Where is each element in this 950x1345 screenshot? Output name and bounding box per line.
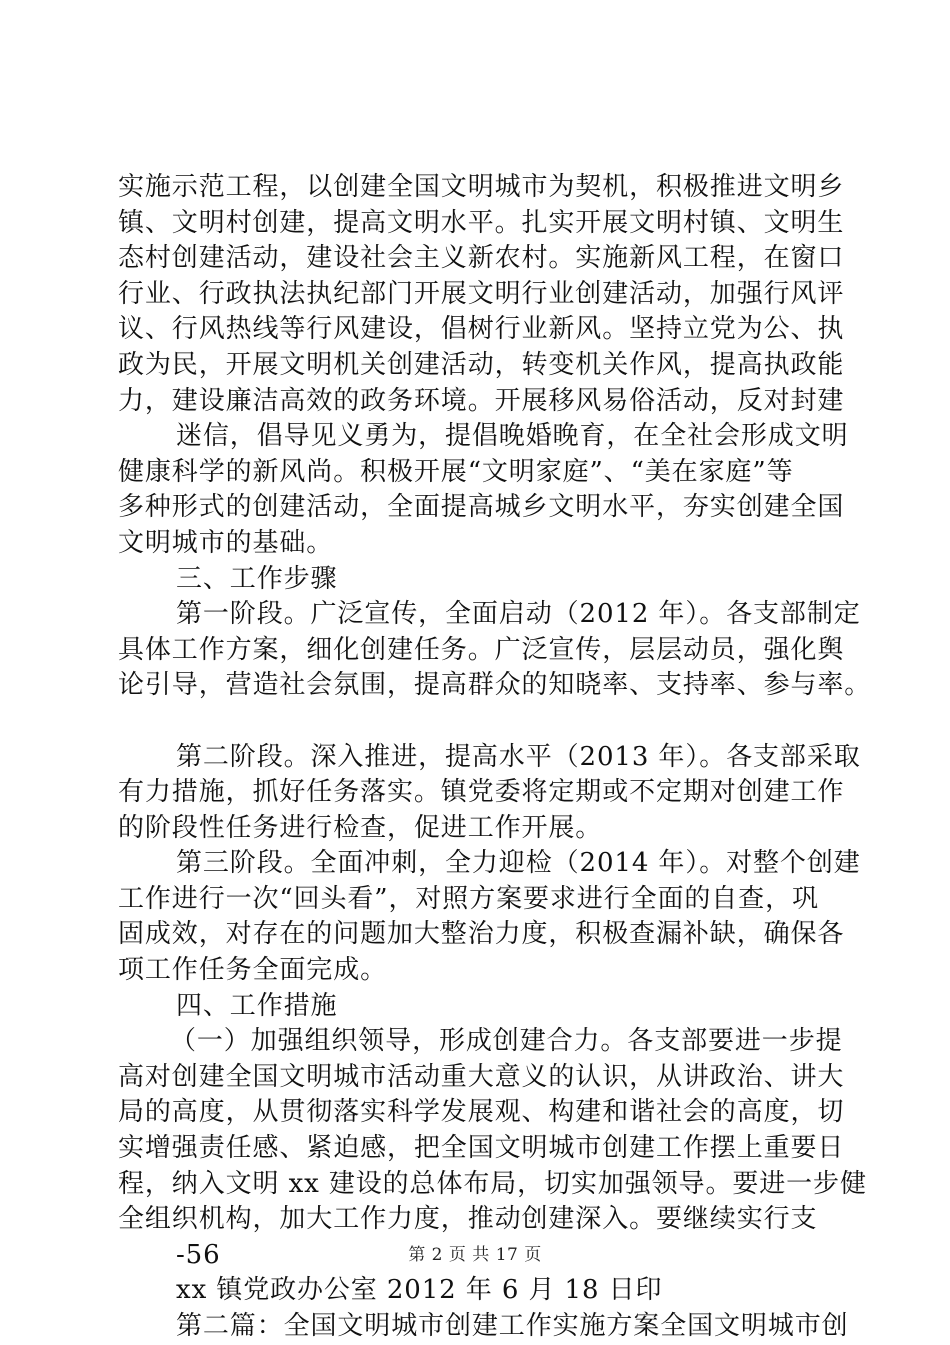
section-heading: 三、工作步骤 <box>176 563 338 594</box>
text-line: 议、行风热线等行风建设，倡树行业新风。坚持立党为公、执 <box>118 314 845 345</box>
page-footer: 第 2 页 共 17 页 <box>408 1245 542 1265</box>
text-line: 第二篇：全国文明城市创建工作实施方案全国文明城市创 <box>176 1311 849 1341</box>
text-line: 第二阶段。深入推进，提高水平（2013 年）。各支部采取 <box>176 741 861 772</box>
text-line: 实增强责任感、紧迫感，把全国文明城市创建工作摆上重要日 <box>118 1133 845 1164</box>
text-line: 实施示范工程，以创建全国文明城市为契机，积极推进文明乡 <box>118 172 845 202</box>
text-line: 程，纳入文明 xx 建设的总体布局，切实加强领导。要进一步健 <box>118 1168 867 1199</box>
paragraph-gap <box>118 704 838 740</box>
document-body <box>118 170 872 1345</box>
issuer-line: xx 镇党政办公室 2012 年 6 月 18 日印 <box>176 1275 663 1306</box>
text-line: 高对创建全国文明城市活动重大意义的认识，从讲政治、讲大 <box>118 1061 845 1092</box>
text-line: 全组织机构，加大工作力度，推动创建深入。要继续实行支 <box>118 1204 818 1235</box>
text-line: 第三阶段。全面冲刺，全力迎检（2014 年）。对整个创建 <box>176 848 861 879</box>
text-line: 力，建设廉洁高效的政务环境。开展移风易俗活动，反对封建 <box>118 385 845 416</box>
text-line: 有力措施，抓好任务落实。镇党委将定期或不定期对创建工作 <box>118 777 845 808</box>
text-line: 态村创建活动，建设社会主义新农村。实施新风工程，在窗口 <box>118 243 845 274</box>
text-line: 项工作任务全面完成。 <box>118 955 388 986</box>
text-line: 工作进行一次“回头看”，对照方案要求进行全面的自查，巩 <box>118 883 819 914</box>
text-line: 迷信，倡导见义勇为，提倡晚婚晚育，在全社会形成文明 <box>176 421 849 452</box>
text-line: 的阶段性任务进行检查，促进工作开展。 <box>118 812 603 843</box>
section-heading: 四、工作措施 <box>176 990 338 1021</box>
text-line: 镇、文明村创建，提高文明水平。扎实开展文明村镇、文明生 <box>118 207 845 238</box>
text-line: 健康科学的新风尚。积极开展“文明家庭”、“美在家庭”等 <box>118 456 794 487</box>
text-line: 具体工作方案，细化创建任务。广泛宣传，层层动员，强化舆 <box>118 634 845 665</box>
text-line: （一）加强组织领导，形成创建合力。各支部要进一步提 <box>170 1026 843 1057</box>
text-line: 第一阶段。广泛宣传，全面启动（2012 年）。各支部制定 <box>176 599 861 630</box>
text-line: 固成效，对存在的问题加大整治力度，积极查漏补缺，确保各 <box>118 919 845 950</box>
text-line: 局的高度，从贯彻落实科学发展观、构建和谐社会的高度，切 <box>118 1097 845 1128</box>
page-marker: -56 <box>176 1239 221 1270</box>
text-line: 行业、行政执法执纪部门开展文明行业创建活动，加强行风评 <box>118 278 845 309</box>
text-line: 论引导，营造社会氛围，提高群众的知晓率、支持率、参与率。 <box>118 670 872 701</box>
text-line: 多种形式的创建活动，全面提高城乡文明水平，夯实创建全国 <box>118 492 845 523</box>
text-line: 文明城市的基础。 <box>118 527 334 558</box>
text-line: 政为民，开展文明机关创建活动，转变机关作风，提高执政能 <box>118 349 845 380</box>
